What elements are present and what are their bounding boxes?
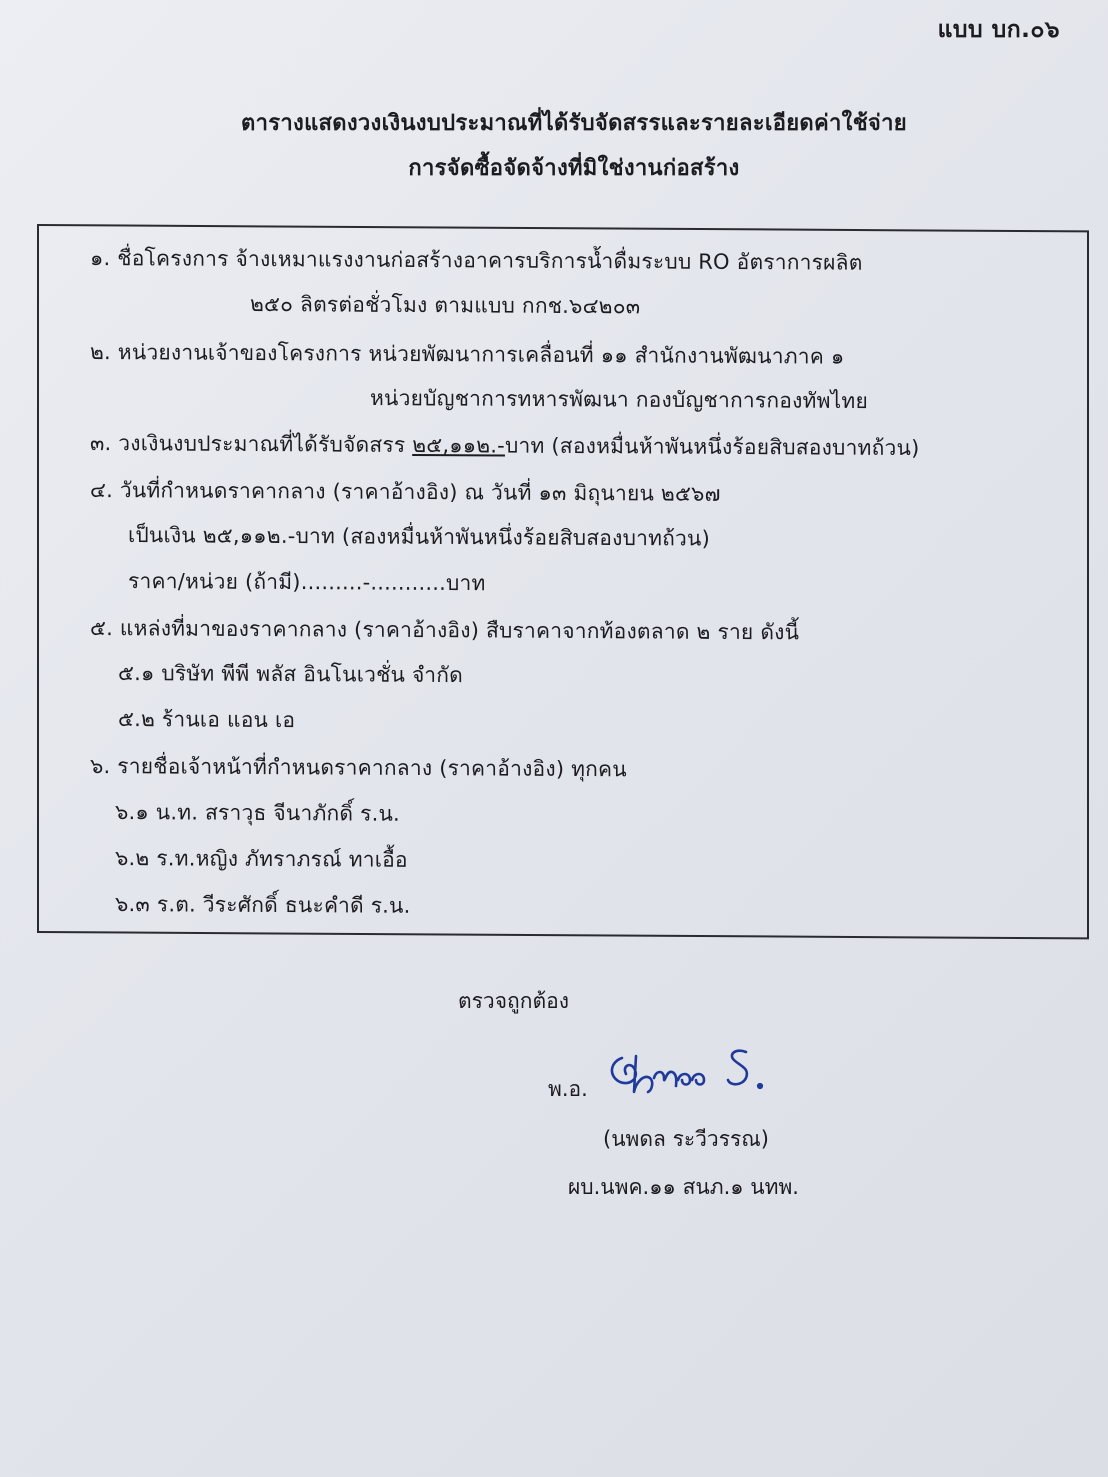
signer-position: ผบ.นพค.๑๑ สนภ.๑ นทพ. [568, 1175, 799, 1199]
item-6-1-officer: ๖.๑ น.ท. สราวุธ จีนาภักดิ์ ร.น. [115, 800, 400, 826]
item-2-owner-unit: ๒. หน่วยงานเจ้าของโครงการ หน่วยพัฒนาการเคลื่อนที่ ๑๑ สำนักงานพัฒนาภาค ๑ [90, 340, 845, 369]
budget-label: ๓. วงเงินงบประมาณที่ได้รับจัดสรร [90, 431, 413, 457]
item-6-officers: ๖. รายชื่อเจ้าหน้าที่กำหนดราคากลาง (ราคาอ้างอิง) ทุกคน [90, 754, 627, 782]
item-5-2-source: ๕.๒ ร้านเอ แอน เอ [118, 707, 296, 733]
item-4-unit-price: ราคา/หน่วย (ถ้ามี).........-...........บาท [128, 569, 486, 596]
signer-name: (นพดล ระวีวรรณ) [603, 1127, 769, 1151]
form-code: แบบ บก.๐๖ [937, 17, 1060, 43]
item-1-project-name: ๑. ชื่อโครงการ จ้างเหมาแรงงานก่อสร้างอาคารบริการน้ำดื่มระบบ RO อัตราการผลิต [90, 246, 863, 275]
item-5-1-source: ๕.๑ บริษัท พีพี พลัส อินโนเวชั่น จำกัด [118, 661, 464, 688]
document-title: ตารางแสดงวงเงินงบประมาณที่ได้รับจัดสรรและรายละเอียดค่าใช้จ่าย [241, 111, 907, 136]
handwritten-signature [600, 1040, 775, 1110]
signer-rank: พ.อ. [548, 1077, 588, 1101]
item-5-price-sources: ๕. แหล่งที่มาของราคากลาง (ราคาอ้างอิง) สืบราคาจากท้องตลาด ๒ ราย ดังนี้ [90, 616, 800, 645]
item-4-amount: เป็นเงิน ๒๕,๑๑๒.-บาท (สองหมื่นห้าพันหนึ่งร้อยสิบสองบาทถ้วน) [128, 523, 710, 551]
item-6-3-officer: ๖.๓ ร.ต. วีระศักดิ์ ธนะคำดี ร.น. [115, 892, 411, 918]
verified-label: ตรวจถูกต้อง [458, 989, 569, 1013]
budget-amount: ๒๕,๑๑๒.- [412, 432, 505, 458]
item-2-owner-unit-cont: หน่วยบัญชาการทหารพัฒนา กองบัญชาการกองทัพไทย [370, 386, 868, 414]
item-6-2-officer: ๖.๒ ร.ท.หญิง ภัทราภรณ์ ทาเอื้อ [115, 846, 408, 872]
budget-words: บาท (สองหมื่นห้าพันหนึ่งร้อยสิบสองบาทถ้วน) [504, 433, 920, 461]
document-subtitle: การจัดซื้อจัดจ้างที่มิใช่งานก่อสร้าง [408, 156, 740, 181]
item-4-reference-date: ๔. วันที่กำหนดราคากลาง (ราคาอ้างอิง) ณ วันที่ ๑๓ มิถุนายน ๒๕๖๗ [90, 478, 721, 506]
item-3-budget [90, 427, 919, 465]
item-1-project-name-cont: ๒๕๐ ลิตรต่อชั่วโมง ตามแบบ กกช.๖๔๒๐๓ [250, 292, 641, 319]
